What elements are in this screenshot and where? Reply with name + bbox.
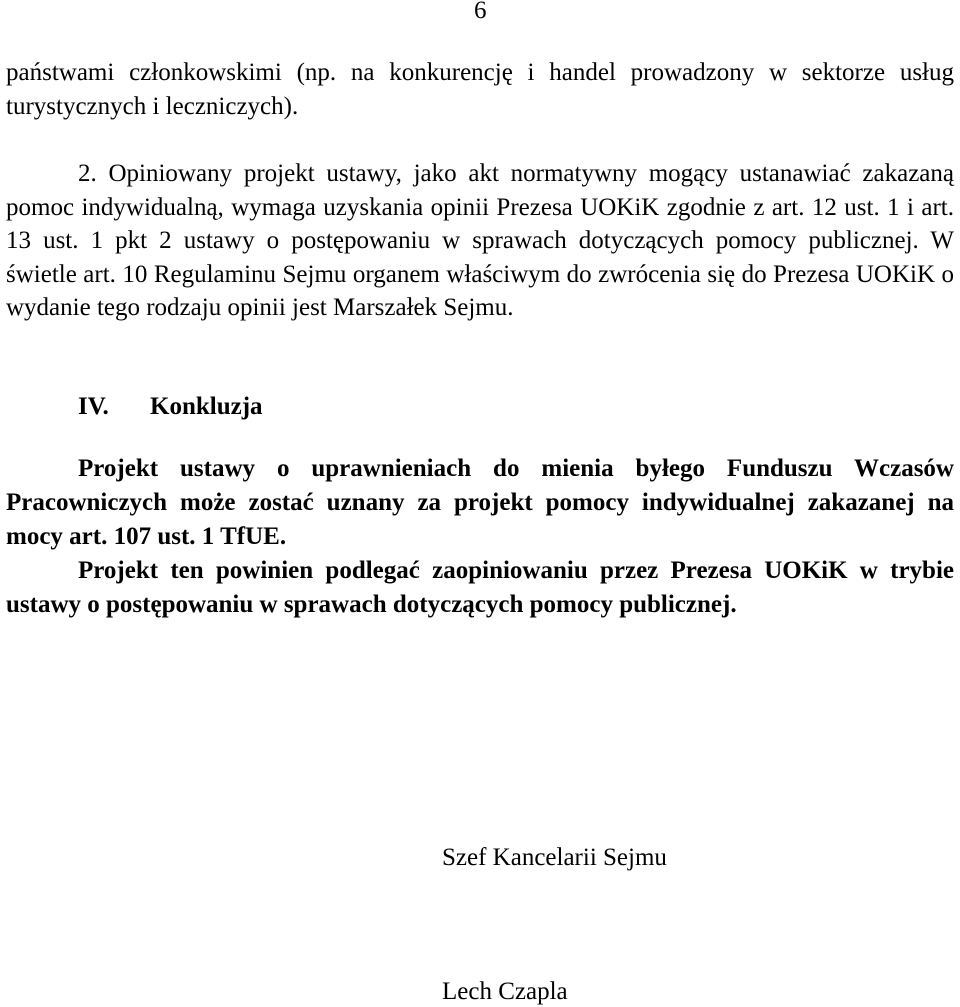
paragraph-2-opinion-requirement: 2. Opiniowany projekt ustawy, jako akt normatywny mogący ustanawiać zakazaną pomoc indywidualną, wymaga uzyskania opinii Prezesa UOKiK zgodnie z art. 12 ust. 1 i art. 13 ust. 1 pkt 2 ustawy o postępowaniu w sprawach dotyczących pomocy publicznej. W świetle art. 10 Regulaminu Sejmu organem właściwym do zwrócenia się do Prezesa UOKiK o wydanie tego rodzaju opinii jest Marszałek Sejmu. (6, 160, 954, 322)
conclusion-paragraph-1: Projekt ustawy o uprawnieniach do mienia byłego Funduszu Wczasów Pracowniczych może zostać uznany za projekt pomocy indywidualnej zakazanej na mocy art. 107 ust. 1 TfUE. (6, 455, 954, 550)
page-number: 6 (474, 0, 487, 24)
paragraph-continuation: państwami członkowskimi (np. na konkurencję i handel prowadzony w sektorze usług turystycznych i leczniczych). (6, 59, 954, 120)
signature-name: Lech Czapla (442, 978, 568, 1005)
conclusion-paragraph-2: Projekt ten powinien podlegać zaopiniowaniu przez Prezesa UOKiK w trybie ustawy o postępowaniu w sprawach dotyczących pomocy publicznej. (6, 557, 954, 618)
section-title: Konkluzja (150, 393, 263, 420)
section-heading (78, 390, 263, 423)
signature-title: Szef Kancelarii Sejmu (442, 844, 667, 871)
section-number: IV. (78, 393, 109, 420)
